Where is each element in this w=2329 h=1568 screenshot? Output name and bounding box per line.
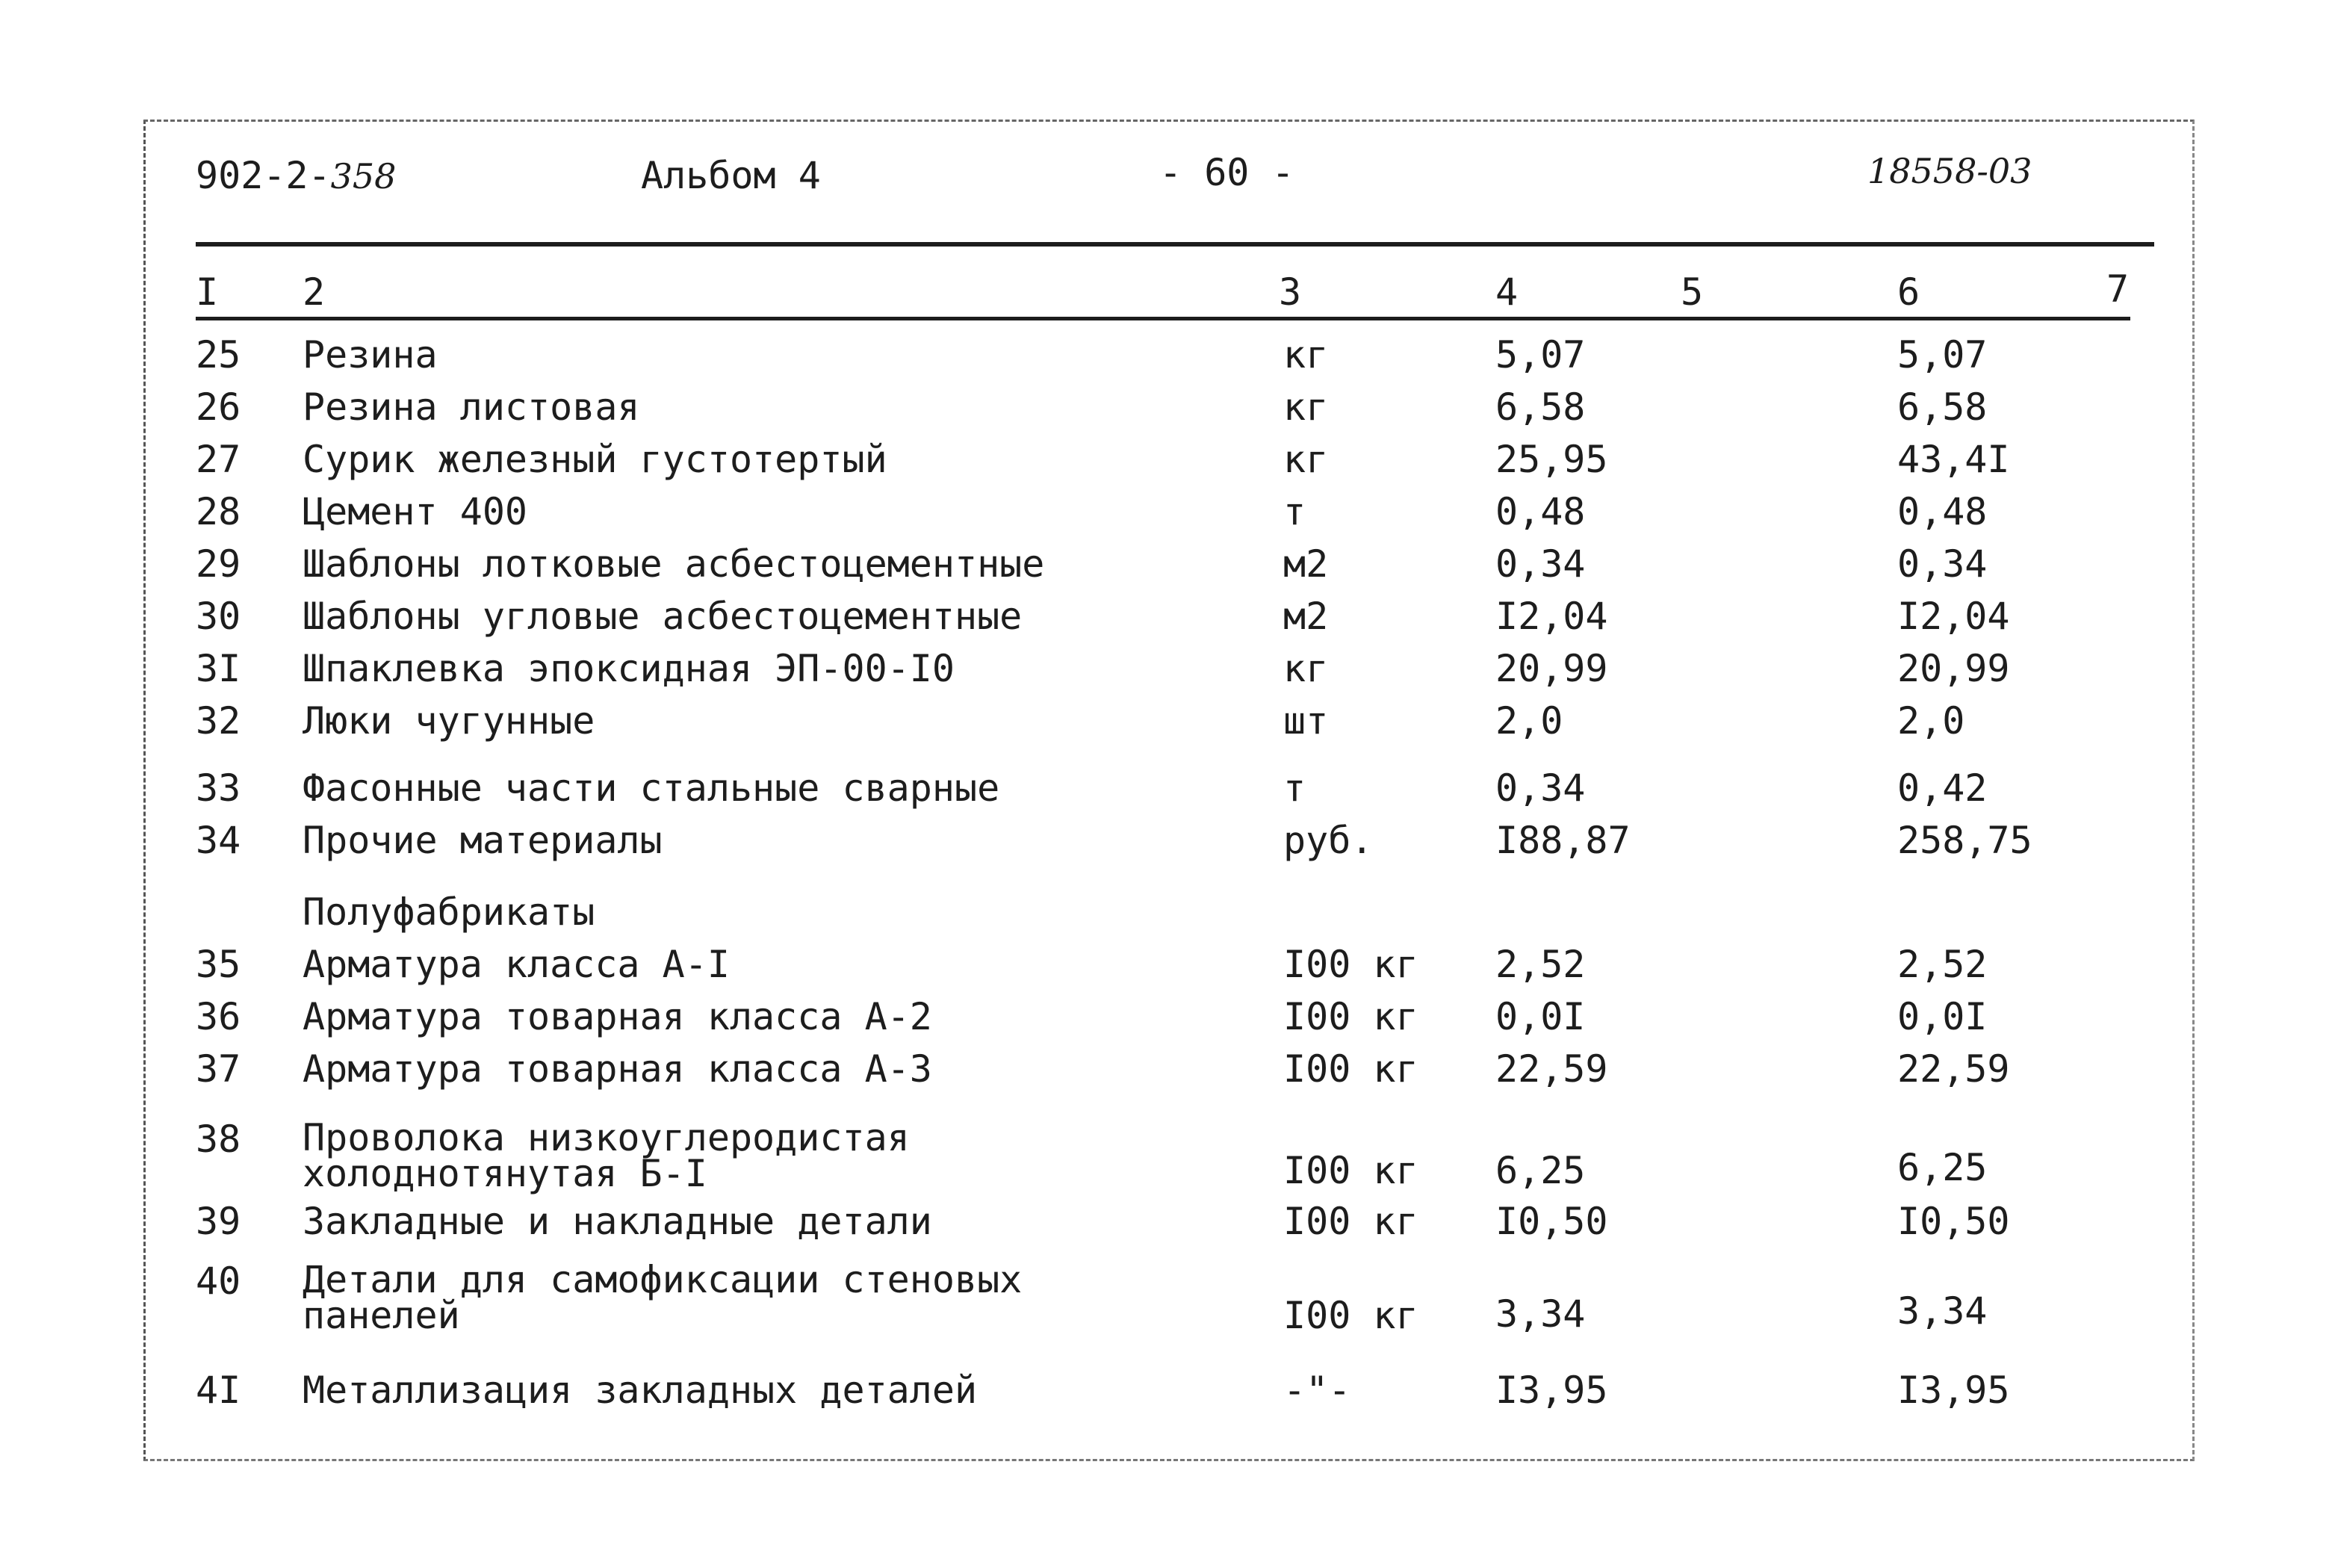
row-name: Сурик железный густотертый xyxy=(303,438,887,481)
row-number: 32 xyxy=(196,699,241,743)
row-value-col4: 0,34 xyxy=(1495,766,1586,810)
row-value-col6: 6,58 xyxy=(1897,385,1988,429)
table-row xyxy=(0,333,2329,381)
table-row xyxy=(0,647,2329,695)
row-name: Шаблоны лотковые асбестоцементные xyxy=(303,542,1045,586)
row-number: 26 xyxy=(196,385,241,429)
col-header-4: 4 xyxy=(1495,270,1519,314)
row-number: 36 xyxy=(196,995,241,1038)
row-value-col4: I0,50 xyxy=(1495,1200,1608,1243)
section-heading-row xyxy=(0,890,2329,938)
row-number: 37 xyxy=(196,1047,241,1091)
section-heading: Полуфабрикаты xyxy=(303,890,595,934)
row-unit: I00 кг xyxy=(1283,1200,1418,1243)
col-header-5: 5 xyxy=(1681,270,1704,314)
page-number: - 60 - xyxy=(1159,151,1294,194)
row-value-col4: 3,34 xyxy=(1495,1292,1586,1336)
row-number: 34 xyxy=(196,819,241,862)
row-number: 35 xyxy=(196,943,241,986)
table-row xyxy=(0,766,2329,814)
row-value-col6: 0,42 xyxy=(1897,766,1988,810)
row-value-col6: 5,07 xyxy=(1897,333,1988,376)
row-name: Люки чугунные xyxy=(303,699,595,743)
inventory-number: 18558-03 xyxy=(1867,151,2032,191)
row-name: Шпаклевка эпоксидная ЭП-00-I0 xyxy=(303,647,955,690)
row-unit: м2 xyxy=(1283,542,1329,586)
row-name: Резина xyxy=(303,333,438,376)
row-value-col6: I0,50 xyxy=(1897,1200,2010,1243)
row-unit: кг xyxy=(1283,438,1329,481)
document-code-handwritten: 358 xyxy=(330,156,397,196)
row-value-col6: 3,34 xyxy=(1897,1289,1988,1333)
row-unit: т xyxy=(1283,766,1306,810)
row-name: Проволока низкоуглеродистая холоднотянутая Б-I xyxy=(303,1116,910,1195)
row-value-col6: 43,4I xyxy=(1897,438,2010,481)
row-value-col6: 0,0I xyxy=(1897,995,1988,1038)
col-header-7: 7 xyxy=(2106,267,2130,311)
row-unit: т xyxy=(1283,490,1306,533)
row-name: Резина листовая xyxy=(303,385,640,429)
row-number: 28 xyxy=(196,490,241,533)
row-number: 4I xyxy=(196,1369,241,1412)
row-name: Детали для самофиксации стеновых панелей xyxy=(303,1258,1023,1337)
row-value-col6: 258,75 xyxy=(1897,819,2032,862)
table-row xyxy=(0,1258,2329,1337)
row-value-col4: I88,87 xyxy=(1495,819,1631,862)
row-value-col4: 20,99 xyxy=(1495,647,1608,690)
row-unit: I00 кг xyxy=(1283,943,1418,986)
row-unit: кг xyxy=(1283,333,1329,376)
row-unit: -"- xyxy=(1283,1369,1351,1412)
table-row xyxy=(0,385,2329,433)
row-unit: кг xyxy=(1283,385,1329,429)
row-name: Арматура товарная класса А-2 xyxy=(303,995,932,1038)
table-row xyxy=(0,438,2329,486)
album-label: Альбом 4 xyxy=(641,154,821,197)
row-number: 27 xyxy=(196,438,241,481)
row-value-col4: 25,95 xyxy=(1495,438,1608,481)
row-unit: I00 кг xyxy=(1283,1149,1418,1192)
row-value-col6: 2,52 xyxy=(1897,943,1988,986)
table-row xyxy=(0,819,2329,867)
row-value-col6: 2,0 xyxy=(1897,699,1965,743)
row-unit: шт xyxy=(1283,699,1329,743)
table-row xyxy=(0,699,2329,747)
row-unit: руб. xyxy=(1283,819,1374,862)
table-row xyxy=(0,490,2329,538)
row-name: Фасонные части стальные сварные xyxy=(303,766,1000,810)
row-value-col6: 6,25 xyxy=(1897,1146,1988,1189)
row-value-col4: 6,25 xyxy=(1495,1149,1586,1192)
row-number: 29 xyxy=(196,542,241,586)
table-row xyxy=(0,1047,2329,1095)
row-unit: кг xyxy=(1283,647,1329,690)
row-value-col4: I2,04 xyxy=(1495,595,1608,638)
row-value-col6: 20,99 xyxy=(1897,647,2010,690)
table-row xyxy=(0,943,2329,991)
row-number: 30 xyxy=(196,595,241,638)
row-value-col4: 2,0 xyxy=(1495,699,1563,743)
row-value-col6: 22,59 xyxy=(1897,1047,2010,1091)
row-name: Закладные и накладные детали xyxy=(303,1200,932,1243)
row-value-col6: I3,95 xyxy=(1897,1369,2010,1412)
row-name: Металлизация закладных деталей xyxy=(303,1369,978,1412)
row-number: 25 xyxy=(196,333,241,376)
row-unit: I00 кг xyxy=(1283,1047,1418,1091)
table-row xyxy=(0,595,2329,642)
row-unit: I00 кг xyxy=(1283,995,1418,1038)
row-unit: м2 xyxy=(1283,595,1329,638)
row-name: Арматура товарная класса А-3 xyxy=(303,1047,932,1091)
table-row xyxy=(0,1200,2329,1248)
row-value-col6: 0,34 xyxy=(1897,542,1988,586)
col-header-6: 6 xyxy=(1897,270,1920,314)
row-name: Прочие материалы xyxy=(303,819,663,862)
row-value-col6: 0,48 xyxy=(1897,490,1988,533)
row-value-col4: I3,95 xyxy=(1495,1369,1608,1412)
row-value-col4: 6,58 xyxy=(1495,385,1586,429)
table-row xyxy=(0,1116,2329,1195)
row-value-col4: 5,07 xyxy=(1495,333,1586,376)
row-unit: I00 кг xyxy=(1283,1294,1418,1337)
table-row xyxy=(0,1369,2329,1416)
row-value-col4: 0,34 xyxy=(1495,542,1586,586)
row-value-col6: I2,04 xyxy=(1897,595,2010,638)
row-value-col4: 22,59 xyxy=(1495,1047,1608,1091)
row-value-col4: 0,0I xyxy=(1495,995,1586,1038)
row-name: Шаблоны угловые асбестоцементные xyxy=(303,595,1023,638)
col-header-3: 3 xyxy=(1279,270,1302,314)
row-name: Цемент 400 xyxy=(303,490,528,533)
row-number: 33 xyxy=(196,766,241,810)
row-number: 40 xyxy=(196,1259,241,1303)
header-rule xyxy=(196,242,2154,247)
column-header-rule xyxy=(196,317,2130,320)
table-row xyxy=(0,995,2329,1043)
row-number: 38 xyxy=(196,1118,241,1161)
row-value-col4: 2,52 xyxy=(1495,943,1586,986)
document-code: 902-2-358 xyxy=(196,154,397,197)
row-number: 3I xyxy=(196,647,241,690)
table-row xyxy=(0,542,2329,590)
col-header-2: 2 xyxy=(303,270,326,314)
col-header-1: I xyxy=(196,270,219,314)
row-value-col4: 0,48 xyxy=(1495,490,1586,533)
row-number: 39 xyxy=(196,1200,241,1243)
row-name: Арматура класса А-I xyxy=(303,943,730,986)
